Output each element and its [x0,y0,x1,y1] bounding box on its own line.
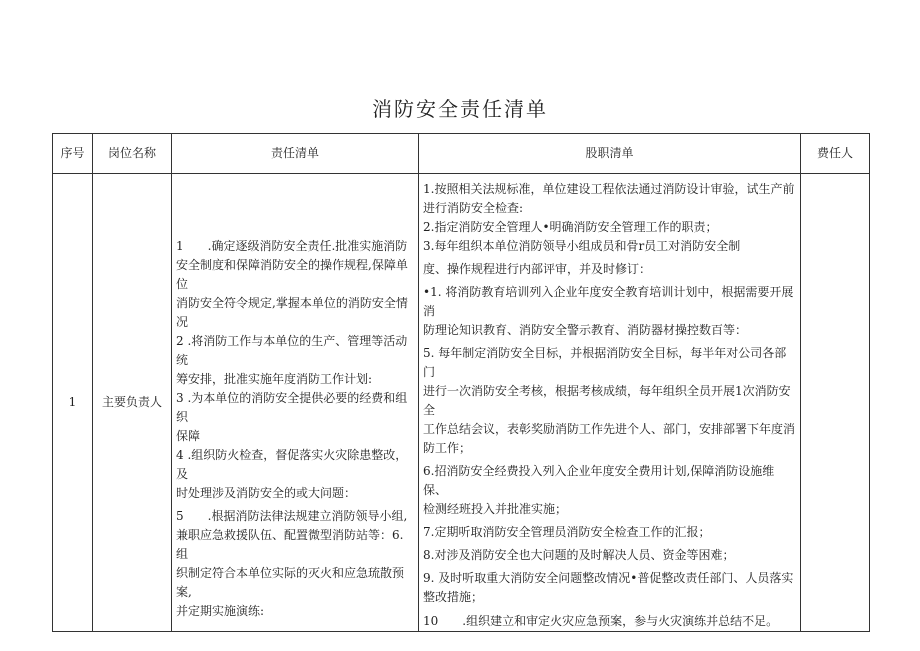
responsibility-line: 并定期实施演练: [176,604,265,618]
responsibility-line: 时处理涉及消防安全的或大问题： [176,486,357,500]
duty-line: 进行一次消防安全考核，根据考核成绩，每年组织全员开展1次消防安全 [423,384,791,417]
cell-person [801,174,870,632]
header-position: 岗位名称 [93,134,172,174]
responsibility-line: 安全制度和保障消防安全的操作规程,保障单位 [176,258,408,291]
duty-line: 防工作； [423,441,472,455]
duty-line: 检测经班投入并批准实施； [423,502,568,516]
duty-line: •1. 将消防教育培训列入企业年度安全教育培训计划中，根据需要开展消 [423,285,794,318]
duty-line: 10 .组织建立和审定火灾应急预案，参与火灾演练并总结不足。 [423,614,779,628]
header-person: 费任人 [801,134,870,174]
header-duty: 股职清单 [419,134,801,174]
duty-line: 进行消防安全检查: [423,201,524,215]
header-seq: 序号 [53,134,93,174]
duty-line: 1.按照相关法规标准，单位建设工程依法通过消防设计审验，试生产前 [423,182,795,196]
page-title: 消防安全责任清单 [372,97,548,121]
responsibility-line: 5 .根据消防法律法规建立消防领导小组, [176,509,408,523]
responsibility-line: 1 .确定逐级消防安全责任.批准实施消防 [176,239,408,253]
header-responsibility: 责任清单 [172,134,419,174]
responsibility-line: 织制定符合本单位实际的灭火和应急琉散预案, [176,566,405,599]
responsibility-line: 4 .组织防火检查，督促落实火灾除患整改，及 [176,448,408,481]
duty-line: 9. 及时听取重大消防安全问题整改情况•普促整改责任部门、人员落实 [423,571,794,585]
responsibility-table [52,133,870,632]
duty-line: 7.定期听取消防安全管理员消防安全检查工作的汇报； [423,525,711,539]
duty-line: 2.指定消防安全管理人•明确消防安全管理工作的职责； [423,220,718,234]
duty-line: 度、操作规程进行内部评审，并及时修订： [423,262,652,276]
table-header-row [53,134,870,174]
cell-responsibility [172,174,419,632]
duty-line: 工作总结会议，表彰奖励消防工作先进个人、部门，安排部署下年度消 [423,422,796,436]
cell-position: 主要负责人 [93,174,172,632]
responsibility-line: 3 .为本单位的消防安全提供必要的经费和组织 [176,391,408,424]
cell-seq: 1 [53,174,93,632]
responsibility-line: 兼职应急救援队伍、配置微型消防站等：6.组 [176,528,404,561]
duty-line: 整改措施； [423,590,484,604]
responsibility-line: 保障 [176,429,201,443]
table-row [53,174,870,632]
duty-line: 6.招消防安全经费投入列入企业年度安全费用计划,保障消防设施维保、 [423,464,775,497]
cell-duty [419,174,801,632]
duty-line: 5. 每年制定消防安全目标，并根据消防安全目标，每半年对公司各部门 [423,346,787,379]
responsibility-line: 筹安排，批准实施年度消防工作计划: [176,372,373,386]
duty-line: 8.对涉及消防安全也大问题的及时解决人员、资金等困难； [423,548,735,562]
responsibility-line: 消防安全符令规定,掌握本单位的消防安全情况 [176,296,408,329]
responsibility-line: 2 .将消防工作与本单位的生产、管理等活动统 [176,334,408,367]
duty-line: 3.每年组织本单位消防领导小组成员和骨r员工对消防安全制 [423,239,741,253]
duty-line: 防理论知识教育、消防安全警示教育、消防器材操控数百等： [423,323,748,337]
